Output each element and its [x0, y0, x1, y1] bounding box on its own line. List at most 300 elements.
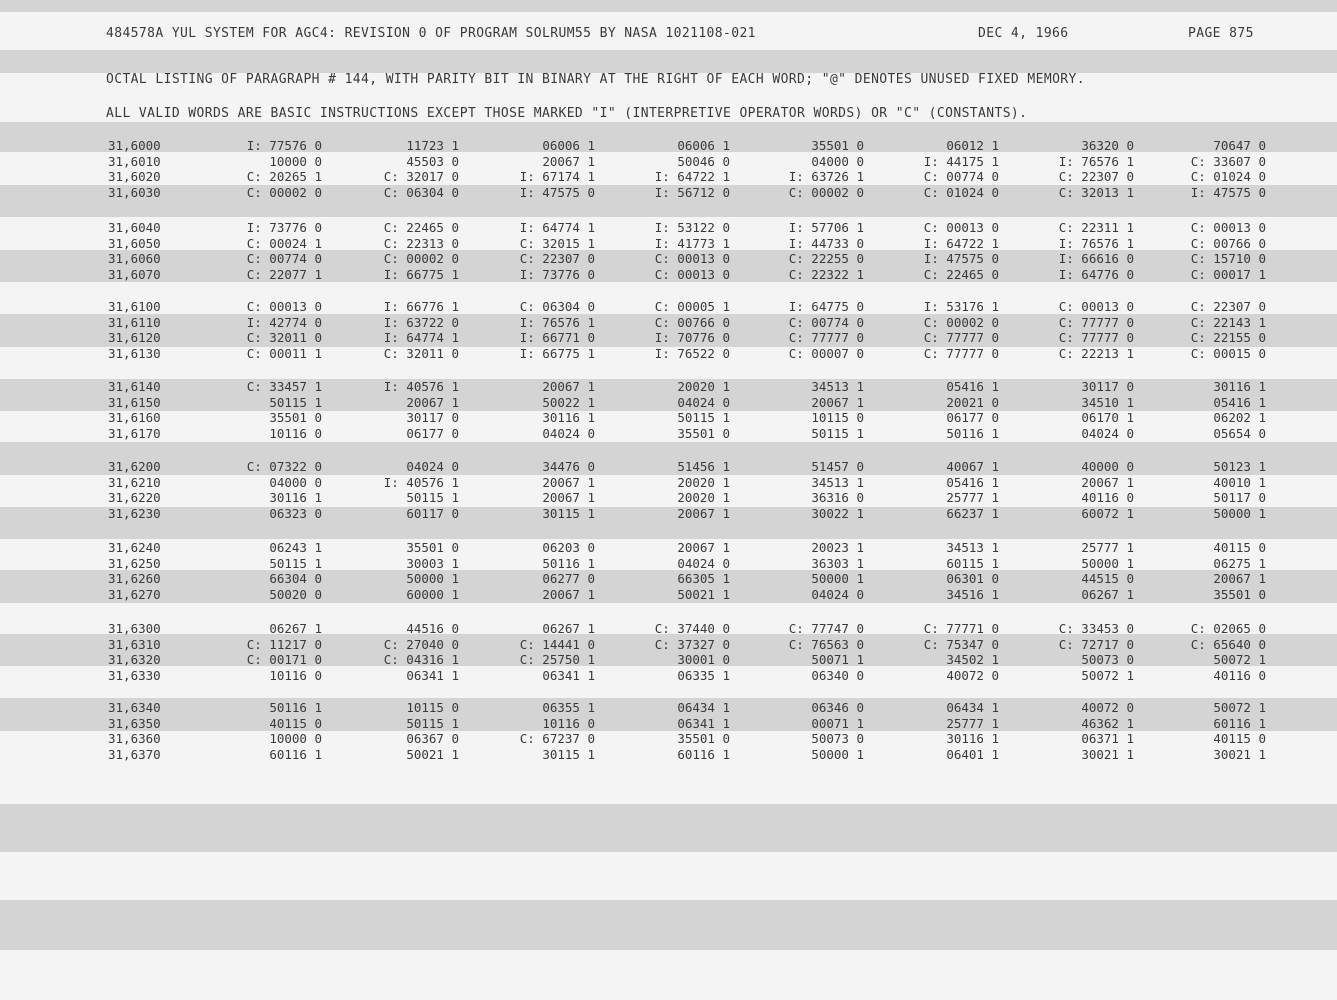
address-cell: 31,6210 — [108, 474, 161, 490]
word-cell: C: 00015 0 — [1190, 345, 1266, 361]
paper-band — [0, 762, 1337, 763]
word-cell: C: 25750 1 — [519, 652, 595, 667]
word-cell: C: 77771 0 — [923, 621, 999, 636]
word-cell: 30021 1 — [1081, 746, 1134, 762]
listing-row — [0, 475, 1337, 491]
address-cell: 31,6300 — [108, 621, 161, 636]
listing-description-1: OCTAL LISTING OF PARAGRAPH # 144, WITH PARITY BIT IN BINARY AT THE RIGHT OF EACH WORD; "@" DENOTES UNUSED FIXED MEMORY. — [106, 72, 1085, 87]
word-cell: C: 00774 0 — [788, 314, 864, 330]
word-cell: C: 32017 0 — [383, 169, 459, 184]
listing-block — [0, 220, 1337, 282]
word-cell: C: 20265 1 — [246, 169, 322, 184]
word-cell: C: 22255 0 — [788, 251, 864, 266]
word-cell: 04000 0 — [269, 474, 322, 490]
word-cell: 70647 0 — [1213, 138, 1266, 153]
word-cell: 06371 1 — [1081, 731, 1134, 746]
listing-row — [0, 556, 1337, 572]
address-cell: 31,6370 — [108, 746, 161, 762]
word-cell: 06401 1 — [946, 746, 999, 762]
word-cell: 25777 1 — [1081, 540, 1134, 555]
word-cell: C: 00774 0 — [923, 169, 999, 184]
word-cell: C: 14441 0 — [519, 636, 595, 652]
word-cell: 30021 1 — [1213, 746, 1266, 762]
word-cell: 30117 0 — [1081, 379, 1134, 394]
word-cell: 20067 1 — [677, 505, 730, 521]
word-cell: 50072 1 — [1081, 667, 1134, 683]
word-cell: 50021 1 — [406, 746, 459, 762]
address-cell: 31,6120 — [108, 330, 161, 345]
word-cell: 35501 0 — [677, 731, 730, 746]
word-cell: C: 11217 0 — [246, 636, 322, 652]
word-cell: C: 33457 1 — [246, 379, 322, 394]
address-cell: 31,6150 — [108, 394, 161, 410]
word-cell: 20020 1 — [677, 474, 730, 490]
word-cell: 04024 0 — [811, 586, 864, 602]
listing-header-date: DEC 4, 1966 — [978, 26, 1069, 41]
word-cell: C: 22143 1 — [1190, 314, 1266, 330]
word-cell: 50117 0 — [1213, 490, 1266, 505]
word-cell: 50020 0 — [269, 586, 322, 602]
address-cell: 31,6110 — [108, 314, 161, 330]
word-cell: I: 56712 0 — [654, 184, 730, 200]
word-cell: 20067 1 — [542, 490, 595, 505]
address-cell: 31,6250 — [108, 555, 161, 571]
word-cell: 50115 1 — [269, 394, 322, 410]
word-cell: C: 00766 0 — [654, 314, 730, 330]
word-cell: I: 67174 1 — [519, 169, 595, 184]
word-cell: C: 06304 0 — [383, 184, 459, 200]
word-cell: 04024 0 — [677, 555, 730, 571]
listing-row — [0, 652, 1337, 668]
word-cell: 35501 0 — [269, 410, 322, 425]
word-cell: I: 40576 1 — [383, 474, 459, 490]
listing-block — [0, 138, 1337, 200]
word-cell: 06243 1 — [269, 540, 322, 555]
word-cell: 06275 1 — [1213, 555, 1266, 571]
word-cell: 06177 0 — [946, 410, 999, 425]
word-cell: C: 77777 0 — [788, 330, 864, 345]
word-cell: 50116 1 — [542, 555, 595, 571]
listing-block — [0, 299, 1337, 361]
word-cell: 20067 1 — [406, 394, 459, 410]
word-cell: I: 47575 0 — [923, 251, 999, 266]
word-cell: 25777 1 — [946, 490, 999, 505]
word-cell: I: 53176 1 — [923, 299, 999, 314]
word-cell: C: 37440 0 — [654, 621, 730, 636]
word-cell: C: 00013 0 — [246, 299, 322, 314]
word-cell: C: 32011 0 — [383, 345, 459, 361]
word-cell: 50072 1 — [1213, 652, 1266, 667]
word-cell: 30001 0 — [677, 652, 730, 667]
word-cell: 10000 0 — [269, 731, 322, 746]
word-cell: 50115 1 — [269, 555, 322, 571]
listing-row — [0, 668, 1337, 684]
word-cell: 36303 1 — [811, 555, 864, 571]
word-cell: 06355 1 — [542, 700, 595, 715]
listing-row — [0, 299, 1337, 315]
address-cell: 31,6360 — [108, 731, 161, 746]
word-cell: 60115 1 — [946, 555, 999, 571]
word-cell: 11723 1 — [406, 138, 459, 153]
word-cell: C: 15710 0 — [1190, 251, 1266, 266]
address-cell: 31,6260 — [108, 571, 161, 586]
address-cell: 31,6350 — [108, 715, 161, 731]
word-cell: 20021 0 — [946, 394, 999, 410]
address-cell: 31,6130 — [108, 345, 161, 361]
word-cell: C: 22311 1 — [1058, 220, 1134, 235]
word-cell: 05416 1 — [946, 379, 999, 394]
address-cell: 31,6060 — [108, 251, 161, 266]
listing-row — [0, 459, 1337, 475]
word-cell: 30115 1 — [542, 505, 595, 521]
word-cell: 35501 0 — [406, 540, 459, 555]
word-cell: I: 47575 0 — [519, 184, 595, 200]
listing-row — [0, 236, 1337, 252]
listing-block — [0, 540, 1337, 602]
word-cell: I: 41773 1 — [654, 235, 730, 251]
word-cell: 50022 1 — [542, 394, 595, 410]
word-cell: 50071 1 — [811, 652, 864, 667]
word-cell: 04024 0 — [677, 394, 730, 410]
word-cell: 34513 1 — [811, 474, 864, 490]
listing-row — [0, 220, 1337, 236]
word-cell: I: 63726 1 — [788, 169, 864, 184]
word-cell: C: 22313 0 — [383, 235, 459, 251]
word-cell: I: 44733 0 — [788, 235, 864, 251]
word-cell: C: 22322 1 — [788, 266, 864, 282]
word-cell: I: 42774 0 — [246, 314, 322, 330]
listing-row — [0, 571, 1337, 587]
word-cell: 40116 0 — [1081, 490, 1134, 505]
word-cell: 35501 0 — [677, 425, 730, 441]
word-cell: 06341 1 — [406, 667, 459, 683]
word-cell: I: 76522 0 — [654, 345, 730, 361]
word-cell: 36320 0 — [1081, 138, 1134, 153]
listing-block — [0, 459, 1337, 521]
word-cell: 20067 1 — [542, 586, 595, 602]
word-cell: 40115 0 — [269, 715, 322, 731]
listing-row — [0, 637, 1337, 653]
word-cell: 30022 1 — [811, 505, 864, 521]
word-cell: 50000 1 — [1081, 555, 1134, 571]
word-cell: 34502 1 — [946, 652, 999, 667]
word-cell: C: 22307 0 — [1058, 169, 1134, 184]
word-cell: 06267 1 — [1081, 586, 1134, 602]
word-cell: 66304 0 — [269, 571, 322, 586]
word-cell: C: 00013 0 — [654, 251, 730, 266]
word-cell: 30116 1 — [542, 410, 595, 425]
listing-block — [0, 700, 1337, 762]
listing-row — [0, 267, 1337, 283]
paper-band — [0, 900, 1337, 950]
word-cell: 06203 0 — [542, 540, 595, 555]
address-cell: 31,6000 — [108, 138, 161, 153]
listing-row — [0, 346, 1337, 362]
paper-band — [0, 804, 1337, 852]
word-cell: C: 06304 0 — [519, 299, 595, 314]
word-cell: 10000 0 — [269, 153, 322, 169]
word-cell: I: 40576 1 — [383, 379, 459, 394]
word-cell: 50072 1 — [1213, 700, 1266, 715]
word-cell: C: 00011 1 — [246, 345, 322, 361]
word-cell: C: 77747 0 — [788, 621, 864, 636]
word-cell: 06301 0 — [946, 571, 999, 586]
word-cell: 05416 1 — [1213, 394, 1266, 410]
word-cell: I: 73776 0 — [246, 220, 322, 235]
word-cell: C: 22155 0 — [1190, 330, 1266, 345]
word-cell: 20067 1 — [811, 394, 864, 410]
address-cell: 31,6270 — [108, 586, 161, 602]
word-cell: 60116 1 — [269, 746, 322, 762]
word-cell: C: 00774 0 — [246, 251, 322, 266]
word-cell: 50021 1 — [677, 586, 730, 602]
address-cell: 31,6160 — [108, 410, 161, 425]
address-cell: 31,6030 — [108, 184, 161, 200]
word-cell: 44516 0 — [406, 621, 459, 636]
word-cell: I: 64722 1 — [654, 169, 730, 184]
word-cell: C: 04316 1 — [383, 652, 459, 667]
word-cell: 06170 1 — [1081, 410, 1134, 425]
word-cell: I: 66771 0 — [519, 330, 595, 345]
word-cell: 50115 1 — [406, 490, 459, 505]
word-cell: 50000 1 — [811, 746, 864, 762]
address-cell: 31,6320 — [108, 652, 161, 667]
listing-row — [0, 330, 1337, 346]
word-cell: 20067 1 — [542, 153, 595, 169]
word-cell: 06267 1 — [542, 621, 595, 636]
word-cell: 60072 1 — [1081, 505, 1134, 521]
word-cell: I: 64776 0 — [1058, 266, 1134, 282]
word-cell: 36316 0 — [811, 490, 864, 505]
listing-row — [0, 169, 1337, 185]
listing-row — [0, 490, 1337, 506]
word-cell: 20067 1 — [542, 474, 595, 490]
word-cell: I: 64774 1 — [519, 220, 595, 235]
word-cell: C: 00013 0 — [923, 220, 999, 235]
word-cell: C: 00017 1 — [1190, 266, 1266, 282]
word-cell: 51456 1 — [677, 459, 730, 474]
word-cell: 50115 1 — [811, 425, 864, 441]
word-cell: I: 64774 1 — [383, 330, 459, 345]
word-cell: 10116 0 — [542, 715, 595, 731]
word-cell: C: 01024 0 — [923, 184, 999, 200]
word-cell: 30003 1 — [406, 555, 459, 571]
listing-row — [0, 747, 1337, 763]
word-cell: 20020 1 — [677, 490, 730, 505]
word-cell: 00071 1 — [811, 715, 864, 731]
word-cell: 34513 1 — [946, 540, 999, 555]
word-cell: 30116 1 — [946, 731, 999, 746]
word-cell: C: 77777 0 — [1058, 330, 1134, 345]
word-cell: 40000 0 — [1081, 459, 1134, 474]
word-cell: C: 77777 0 — [1058, 314, 1134, 330]
word-cell: 50116 1 — [269, 700, 322, 715]
word-cell: 34516 1 — [946, 586, 999, 602]
listing-row — [0, 426, 1337, 442]
word-cell: 51457 0 — [811, 459, 864, 474]
word-cell: 05416 1 — [946, 474, 999, 490]
word-cell: 50115 1 — [406, 715, 459, 731]
word-cell: C: 22077 1 — [246, 266, 322, 282]
word-cell: 05654 0 — [1213, 425, 1266, 441]
word-cell: 06341 1 — [542, 667, 595, 683]
listing-row — [0, 395, 1337, 411]
address-cell: 31,6340 — [108, 700, 161, 715]
listing-row — [0, 587, 1337, 603]
word-cell: C: 00171 0 — [246, 652, 322, 667]
word-cell: 66305 1 — [677, 571, 730, 586]
word-cell: 20023 1 — [811, 540, 864, 555]
word-cell: 50000 1 — [1213, 505, 1266, 521]
word-cell: C: 32015 1 — [519, 235, 595, 251]
word-cell: I: 73776 0 — [519, 266, 595, 282]
word-cell: 50046 0 — [677, 153, 730, 169]
word-cell: 50000 1 — [406, 571, 459, 586]
word-cell: C: 07322 0 — [246, 459, 322, 474]
word-cell: I: 64722 1 — [923, 235, 999, 251]
word-cell: 06341 1 — [677, 715, 730, 731]
word-cell: 20067 1 — [1081, 474, 1134, 490]
word-cell: 20067 1 — [677, 540, 730, 555]
word-cell: 30117 0 — [406, 410, 459, 425]
word-cell: C: 77777 0 — [923, 345, 999, 361]
word-cell: 10115 0 — [406, 700, 459, 715]
word-cell: C: 00007 0 — [788, 345, 864, 361]
listing-block — [0, 621, 1337, 683]
word-cell: I: 76576 1 — [1058, 235, 1134, 251]
word-cell: 06012 1 — [946, 138, 999, 153]
word-cell: 04024 0 — [542, 425, 595, 441]
listing-row — [0, 251, 1337, 267]
address-cell: 31,6220 — [108, 490, 161, 505]
word-cell: 34513 1 — [811, 379, 864, 394]
word-cell: C: 02065 0 — [1190, 621, 1266, 636]
address-cell: 31,6140 — [108, 379, 161, 394]
word-cell: 06335 1 — [677, 667, 730, 683]
word-cell: 10116 0 — [269, 425, 322, 441]
listing-row — [0, 506, 1337, 522]
word-cell: 50073 0 — [811, 731, 864, 746]
word-cell: C: 00013 0 — [654, 266, 730, 282]
word-cell: C: 22307 0 — [1190, 299, 1266, 314]
word-cell: C: 00002 0 — [788, 184, 864, 200]
word-cell: I: 76576 1 — [519, 314, 595, 330]
word-cell: 60116 1 — [1213, 715, 1266, 731]
word-cell: 35501 0 — [1213, 586, 1266, 602]
word-cell: C: 37327 0 — [654, 636, 730, 652]
address-cell: 31,6200 — [108, 459, 161, 474]
word-cell: 30116 1 — [1213, 379, 1266, 394]
listing-row — [0, 700, 1337, 716]
word-cell: 34476 0 — [542, 459, 595, 474]
word-cell: I: 66616 0 — [1058, 251, 1134, 266]
address-cell: 31,6330 — [108, 667, 161, 683]
word-cell: I: 63722 0 — [383, 314, 459, 330]
word-cell: I: 57706 1 — [788, 220, 864, 235]
listing-row — [0, 154, 1337, 170]
address-cell: 31,6100 — [108, 299, 161, 314]
word-cell: C: 27040 0 — [383, 636, 459, 652]
word-cell: 60117 0 — [406, 505, 459, 521]
word-cell: C: 00766 0 — [1190, 235, 1266, 251]
word-cell: 60116 1 — [677, 746, 730, 762]
word-cell: C: 72717 0 — [1058, 636, 1134, 652]
word-cell: 40115 0 — [1213, 731, 1266, 746]
word-cell: 46362 1 — [1081, 715, 1134, 731]
word-cell: 06434 1 — [677, 700, 730, 715]
word-cell: I: 77576 0 — [246, 138, 322, 153]
word-cell: I: 66775 1 — [383, 266, 459, 282]
word-cell: 50115 1 — [677, 410, 730, 425]
address-cell: 31,6040 — [108, 220, 161, 235]
word-cell: C: 01024 0 — [1190, 169, 1266, 184]
listing-row — [0, 540, 1337, 556]
word-cell: 40010 1 — [1213, 474, 1266, 490]
word-cell: C: 22465 0 — [383, 220, 459, 235]
word-cell: C: 00013 0 — [1190, 220, 1266, 235]
address-cell: 31,6170 — [108, 425, 161, 441]
word-cell: I: 47575 0 — [1190, 184, 1266, 200]
word-cell: 06434 1 — [946, 700, 999, 715]
listing-row — [0, 138, 1337, 154]
word-cell: 44515 0 — [1081, 571, 1134, 586]
address-cell: 31,6050 — [108, 235, 161, 251]
word-cell: 25777 1 — [946, 715, 999, 731]
word-cell: 06367 0 — [406, 731, 459, 746]
word-cell: 40072 0 — [946, 667, 999, 683]
word-cell: C: 00024 1 — [246, 235, 322, 251]
word-cell: I: 64775 0 — [788, 299, 864, 314]
word-cell: 06323 0 — [269, 505, 322, 521]
word-cell: I: 76576 1 — [1058, 153, 1134, 169]
paper-band — [0, 50, 1337, 73]
listing-row — [0, 379, 1337, 395]
word-cell: C: 76563 0 — [788, 636, 864, 652]
word-cell: 10115 0 — [811, 410, 864, 425]
word-cell: 06277 0 — [542, 571, 595, 586]
word-cell: 50116 1 — [946, 425, 999, 441]
listing-description-2: ALL VALID WORDS ARE BASIC INSTRUCTIONS EXCEPT THOSE MARKED "I" (INTERPRETIVE OPERATOR WORDS) OR "C" (CONSTANTS). — [106, 106, 1028, 121]
word-cell: 35501 0 — [811, 138, 864, 153]
address-cell: 31,6240 — [108, 540, 161, 555]
listing-block — [0, 379, 1337, 441]
word-cell: C: 22465 0 — [923, 266, 999, 282]
word-cell: I: 70776 0 — [654, 330, 730, 345]
word-cell: C: 77777 0 — [923, 330, 999, 345]
word-cell: 06340 0 — [811, 667, 864, 683]
word-cell: 06006 1 — [542, 138, 595, 153]
listing-header-title: 484578A YUL SYSTEM FOR AGC4: REVISION 0 OF PROGRAM SOLRUM55 BY NASA 1021108-021 — [106, 26, 756, 41]
word-cell: 66237 1 — [946, 505, 999, 521]
word-cell: 06267 1 — [269, 621, 322, 636]
word-cell: C: 22307 0 — [519, 251, 595, 266]
word-cell: 06346 0 — [811, 700, 864, 715]
word-cell: 45503 0 — [406, 153, 459, 169]
address-cell: 31,6230 — [108, 505, 161, 521]
word-cell: C: 22213 1 — [1058, 345, 1134, 361]
word-cell: C: 75347 0 — [923, 636, 999, 652]
word-cell: 04024 0 — [1081, 425, 1134, 441]
word-cell: 30115 1 — [542, 746, 595, 762]
word-cell: C: 00002 0 — [923, 314, 999, 330]
listing-header-page: PAGE 875 — [1188, 26, 1254, 41]
word-cell: I: 66775 1 — [519, 345, 595, 361]
word-cell: C: 33607 0 — [1190, 153, 1266, 169]
word-cell: C: 32013 1 — [1058, 184, 1134, 200]
word-cell: 20020 1 — [677, 379, 730, 394]
listing-row — [0, 315, 1337, 331]
address-cell: 31,6310 — [108, 636, 161, 652]
